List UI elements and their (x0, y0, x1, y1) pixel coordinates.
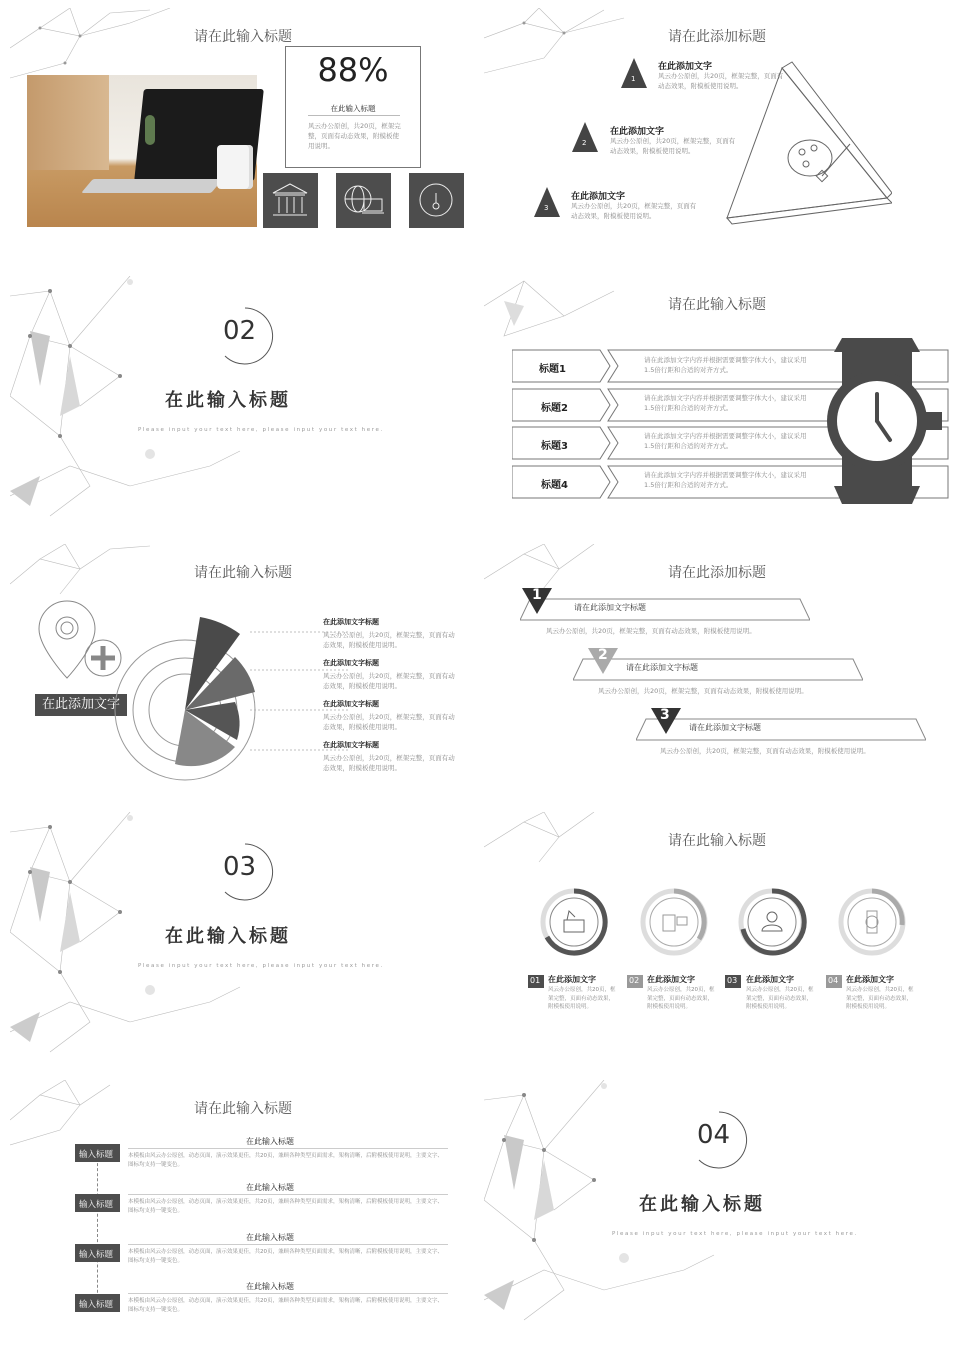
section-subtitle: Please input your text here, please input your text here. (612, 1231, 858, 1237)
item-heading: 在此添加文字 (548, 975, 596, 984)
item-heading: 在此添加文字标题 (323, 700, 379, 708)
item-heading: 在此添加文字标题 (323, 659, 379, 667)
section-title: 在此输入标题 (165, 926, 291, 947)
stat-box-title: 在此输入标题 (330, 104, 376, 113)
radial-segment-chart (105, 612, 265, 782)
item-heading: 在此添加文字 (746, 975, 794, 984)
item-text: 风云办公原创，共20页，框架完整，页面有动态效果，附模板使用说明。 (323, 672, 455, 691)
user-icon-ring (737, 887, 807, 957)
slide-title: 请在此添加标题 (668, 565, 766, 581)
row-label: 标题3 (541, 441, 568, 452)
polygon-network-decoration (484, 276, 684, 356)
item-number: 2 (582, 139, 587, 147)
slide-5 (10, 544, 476, 804)
item-text: 本模板由风云办公原创，动态页面，演示效果更佳，共20页，兼顾各种类型页面需求，架构清晰，后附模板使用说明，主要文字、图标均支持一键变色。 (128, 1249, 444, 1264)
row-text: 请在此添加文字内容并根据需要调整字体大小，建议采用1.5倍行距和合适的对齐方式。 (644, 394, 807, 413)
section-title: 在此输入标题 (165, 390, 291, 411)
slide-9 (10, 1080, 476, 1340)
item-text: 风云办公原创，共20页，框架完整，页面有动态效果，附模板使用说明。 (323, 631, 455, 650)
folder-icon-ring (539, 887, 609, 957)
polygon-network-decoration (484, 8, 684, 88)
row-text: 请在此添加文字内容并根据需要调整字体大小，建议采用1.5倍行距和合适的对齐方式。 (644, 432, 807, 451)
item-text: 风云办公原创，共20页，框架完整，页面有动态效果，附模板使用说明。 (610, 137, 736, 156)
slide-title: 请在此输入标题 (668, 297, 766, 313)
row-label: 标题1 (539, 364, 566, 375)
item-text: 风云办公原创，共20页，框架完整，页面有动态效果，附模板使用说明。 (323, 754, 455, 773)
palette-triangle-icon (722, 48, 892, 228)
section-subtitle: Please input your text here, please input your text here. (138, 963, 384, 969)
item-heading: 在此添加文字 (846, 975, 894, 984)
slide-1 (10, 8, 476, 268)
slide-4 (484, 276, 950, 536)
item-heading: 在此输入标题 (246, 1137, 294, 1146)
item-text: 风云办公原创，共20页，框架完整，页面有动态效果，附模板使用说明。 (571, 202, 697, 221)
item-tag: 输入标题 (79, 1250, 114, 1260)
section-number: 04 (697, 1120, 731, 1150)
item-number: 3 (544, 204, 549, 212)
item-text: 风云办公原创，共20页，框架完整，页面有动态效果，附模板使用说明。 (658, 72, 784, 91)
globe-laptop-icon (336, 173, 391, 228)
gauge-icon (409, 173, 464, 228)
stat-box-text: 风云办公原创，共20页，框架完整，页面有动态效果，附模板使用说明。 (308, 122, 401, 151)
slide-title: 请在此添加标题 (668, 29, 766, 45)
triangle-number-icon (572, 122, 598, 152)
section-number: 03 (223, 852, 257, 882)
item-heading: 在此添加文字标题 (323, 618, 379, 626)
item-number: 1 (631, 75, 636, 83)
item-heading: 在此输入标题 (246, 1183, 294, 1192)
slide-title: 请在此输入标题 (668, 833, 766, 849)
item-heading: 在此输入标题 (246, 1282, 294, 1291)
triangle-number-icon (621, 58, 647, 88)
item-text: 本模板由风云办公原创，动态页面，演示效果更佳，共20页，兼顾各种类型页面需求，架构清晰，后附模板使用说明，主要文字、图标均支持一键变色。 (128, 1153, 444, 1168)
bank-icon-tile (263, 173, 318, 228)
desk-laptop-photo (27, 75, 257, 227)
row-label: 标题4 (541, 480, 568, 491)
section-subtitle: Please input your text here, please input your text here. (138, 427, 384, 433)
item-tag: 输入标题 (79, 1300, 114, 1310)
item-heading: 在此添加文字 (610, 127, 665, 137)
item-heading: 在此添加文字 (647, 975, 695, 984)
slide-title: 请在此输入标题 (194, 29, 292, 45)
gauge-icon-tile (409, 173, 464, 228)
item-text: 风云办公原创，共20页，框架完整，页面有动态效果，附模板使用说明。 (323, 713, 455, 732)
item-heading: 请在此添加文字标题 (689, 723, 761, 732)
item-text: 本模板由风云办公原创，动态页面，演示效果更佳，共20页，兼顾各种类型页面需求，架构清晰，后附模板使用说明，主要文字、图标均支持一键变色。 (128, 1298, 444, 1313)
item-text: 风云办公原创，共20页，框架完整，页面有动态效果，附模板使用说明。 (548, 987, 616, 1011)
item-text: 风云办公原创，共20页，框架完整，页面有动态效果，附模板使用说明。 (746, 987, 814, 1011)
watch-icon-ring (837, 887, 907, 957)
item-text: 风云办公原创，共20页，框架完整，页面有动态效果，附模板使用说明。 (598, 687, 808, 695)
item-heading: 请在此添加文字标题 (626, 663, 698, 672)
item-tag: 输入标题 (79, 1150, 114, 1160)
bank-icon (263, 173, 318, 228)
row-text: 请在此添加文字内容并根据需要调整字体大小，建议采用1.5倍行距和合适的对齐方式。 (644, 471, 807, 490)
globe-laptop-icon-tile (336, 173, 391, 228)
slide-title: 请在此输入标题 (194, 1101, 292, 1117)
item-heading: 在此添加文字标题 (323, 741, 379, 749)
row-label: 标题2 (541, 403, 568, 414)
item-heading: 在此添加文字 (571, 192, 626, 202)
slide-2 (484, 8, 950, 268)
item-heading: 在此添加文字 (658, 62, 713, 72)
item-heading: 在此输入标题 (246, 1233, 294, 1242)
item-heading: 请在此添加文字标题 (574, 603, 646, 612)
section-number: 02 (223, 316, 257, 346)
item-tag: 输入标题 (79, 1200, 114, 1210)
stat-value: 88% (317, 51, 389, 89)
slide-3 (10, 276, 476, 536)
item-text: 风云办公原创，共20页，框架完整，页面有动态效果，附模板使用说明。 (647, 987, 715, 1011)
item-text: 风云办公原创，共20页，框架完整，页面有动态效果，附模板使用说明。 (660, 747, 870, 755)
slide-title: 请在此输入标题 (194, 565, 292, 581)
section-title: 在此输入标题 (639, 1194, 765, 1215)
stat-card (285, 46, 421, 168)
slide-10 (484, 1080, 950, 1340)
wristwatch-icon (824, 334, 950, 509)
slide-7 (10, 812, 476, 1072)
item-text: 风云办公原创，共20页，框架完整，页面有动态效果，附模板使用说明。 (546, 627, 756, 635)
slide-6: 请在此添加标题 1 请在此添加文字标题 风云办公原创，共20页，框架完整，页面有动态效果，附模板使用说明。 2 请在此添加文字标题 风云办公原创，共20页，框架完整，页面有动态效果，附模板使用说明。 3 请在此添加文字标题 风云办公原创，共20页，框架完整，页面有动态效果，附模板使用说明。 (484, 544, 950, 804)
row-text: 请在此添加文字内容并根据需要调整字体大小，建议采用1.5倍行距和合适的对齐方式。 (644, 356, 807, 375)
item-text: 本模板由风云办公原创，动态页面，演示效果更佳，共20页，兼顾各种类型页面需求，架构清晰，后附模板使用说明，主要文字、图标均支持一键变色。 (128, 1199, 444, 1214)
triangle-number-icon (534, 187, 560, 217)
item-text: 风云办公原创，共20页，框架完整，页面有动态效果，附模板使用说明。 (846, 987, 914, 1011)
devices-icon-ring (639, 887, 709, 957)
slide-8: 请在此输入标题 01 在此添加文字 风云办公原创，共20页，框架完整，页面有动态效果，附模板使用说明。 02 在此添加文字 风云办公原创，共20页，框架完整，页面有动态效果，附模板使用说明。 03 在此添加文字 风云办公原创，共20页，框架完整，页面有动态效果，附模板使用说明。 04 在此添加文字 风云办公原创，共20页，框架完整，页面有动态效果，附模板使用说明。 (484, 812, 950, 1072)
timeline-line (97, 1158, 98, 1308)
callout-label: 在此添加文字 (35, 694, 127, 716)
